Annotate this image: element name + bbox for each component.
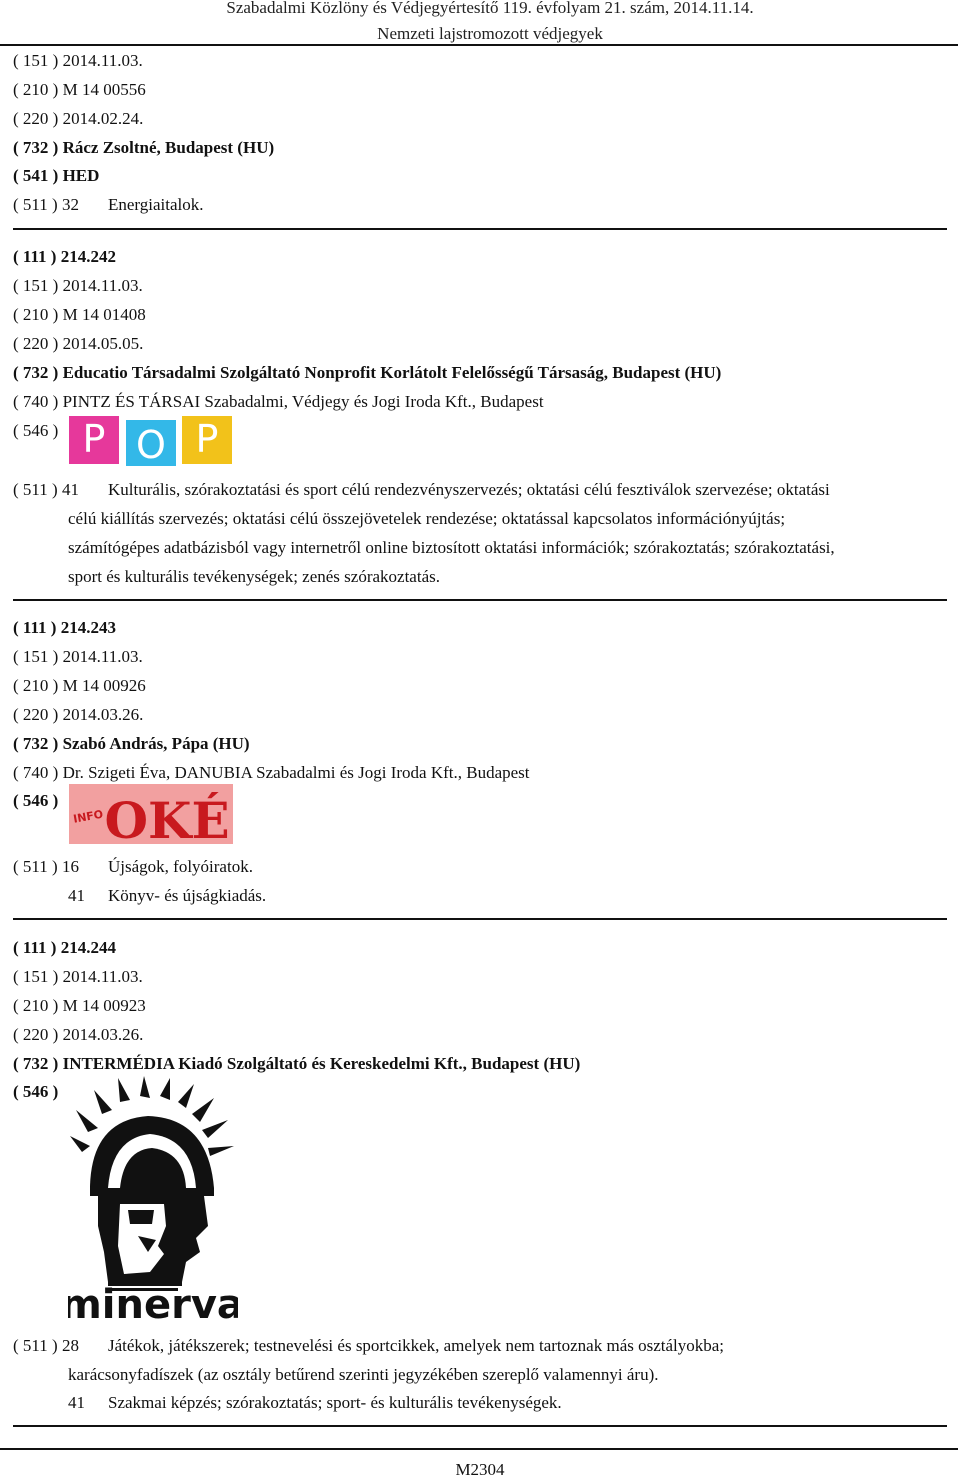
entry-separator <box>13 918 947 920</box>
field-511-line: sport és kulturális tevékenységek; zenés szórakoztatás. <box>68 567 440 586</box>
field-546: ( 546 ) <box>13 1082 59 1101</box>
field-511-class: 41 <box>68 886 85 905</box>
header-rule <box>0 44 958 46</box>
field-732: ( 732 ) INTERMÉDIA Kiadó Szolgáltató és Kereskedelmi Kft., Budapest (HU) <box>13 1054 581 1073</box>
field-111: ( 111 ) 214.242 <box>13 247 116 266</box>
field-511-text: Energiaitalok. <box>108 195 204 214</box>
field-740: ( 740 ) PINTZ ÉS TÁRSAI Szabadalmi, Védjegy és Jogi Iroda Kft., Budapest <box>13 392 544 411</box>
field-151: ( 151 ) 2014.11.03. <box>13 276 143 295</box>
field-511-text: Szakmai képzés; szórakoztatás; sport- és kulturális tevékenységek. <box>108 1393 562 1412</box>
field-151: ( 151 ) 2014.11.03. <box>13 51 143 70</box>
svg-text:P: P <box>82 417 106 461</box>
field-732: ( 732 ) Educatio Társadalmi Szolgáltató Nonprofit Korlátolt Felelősségű Társaság, Budapest (HU) <box>13 363 722 382</box>
svg-text:INFO: INFO <box>72 807 105 826</box>
svg-text:P: P <box>195 417 219 461</box>
field-511-text: Újságok, folyóiratok. <box>108 857 253 876</box>
field-151: ( 151 ) 2014.11.03. <box>13 647 143 666</box>
infooke-logo <box>69 784 233 844</box>
pop-logo <box>69 414 233 466</box>
entry-separator <box>13 599 947 601</box>
entry-separator <box>13 1425 947 1427</box>
field-210: ( 210 ) M 14 00556 <box>13 80 146 99</box>
footer-rule <box>0 1448 958 1450</box>
field-546: ( 546 ) <box>13 421 59 440</box>
field-151: ( 151 ) 2014.11.03. <box>13 967 143 986</box>
field-111: ( 111 ) 214.244 <box>13 938 116 957</box>
journal-title: Szabadalmi Közlöny és Védjegyértesítő 119. évfolyam 21. szám, 2014.11.14. <box>226 0 754 17</box>
field-511-class: 41 <box>68 1393 85 1412</box>
field-111: ( 111 ) 214.243 <box>13 618 116 637</box>
field-732: ( 732 ) Rácz Zsoltné, Budapest (HU) <box>13 138 275 157</box>
svg-text:minerva: minerva <box>68 1282 238 1324</box>
field-541: ( 541 ) HED <box>13 166 100 185</box>
svg-text:O: O <box>136 423 166 466</box>
svg-text:OKÉ: OKÉ <box>104 791 230 844</box>
field-511-line: célú kiállítás szervezés; oktatási célú összejövetelek rendezése; oktatással kapcsolatos információnyújtás; <box>68 509 786 528</box>
field-511-label: ( 511 ) 41 <box>13 480 79 499</box>
field-511-text: Játékok, játékszerek; testnevelési és sportcikkek, amelyek nem tartoznak más osztályokba; <box>108 1336 725 1355</box>
field-220: ( 220 ) 2014.02.24. <box>13 109 144 128</box>
field-546: ( 546 ) <box>13 791 59 810</box>
field-210: ( 210 ) M 14 00926 <box>13 676 146 695</box>
field-511-line: számítógépes adatbázisból vagy internetről online biztosított oktatási információk; szórakoztatás; szórakoztatási, <box>68 538 835 557</box>
field-220: ( 220 ) 2014.05.05. <box>13 334 144 353</box>
field-511-text: Könyv- és újságkiadás. <box>108 886 267 905</box>
page-number: M2304 <box>455 1460 505 1479</box>
field-220: ( 220 ) 2014.03.26. <box>13 705 144 724</box>
section-title: Nemzeti lajstromozott védjegyek <box>377 24 603 43</box>
field-740: ( 740 ) Dr. Szigeti Éva, DANUBIA Szabadalmi és Jogi Iroda Kft., Budapest <box>13 763 530 782</box>
minerva-logo <box>68 1076 238 1324</box>
field-511-label: ( 511 ) 32 <box>13 195 79 214</box>
field-511-line: Kulturális, szórakoztatási és sport célú rendezvényszervezés; oktatási célú fesztiválok szervezése; oktatási <box>108 480 830 499</box>
field-220: ( 220 ) 2014.03.26. <box>13 1025 144 1044</box>
field-210: ( 210 ) M 14 01408 <box>13 305 146 324</box>
field-511-text: karácsonyfadíszek (az osztály betűrend szerinti jegyzékében szereplő valamennyi áru). <box>68 1365 659 1384</box>
entry-separator <box>13 228 947 230</box>
field-732: ( 732 ) Szabó András, Pápa (HU) <box>13 734 250 753</box>
field-511-label: ( 511 ) 28 <box>13 1336 79 1355</box>
field-511-label: ( 511 ) 16 <box>13 857 79 876</box>
field-210: ( 210 ) M 14 00923 <box>13 996 146 1015</box>
